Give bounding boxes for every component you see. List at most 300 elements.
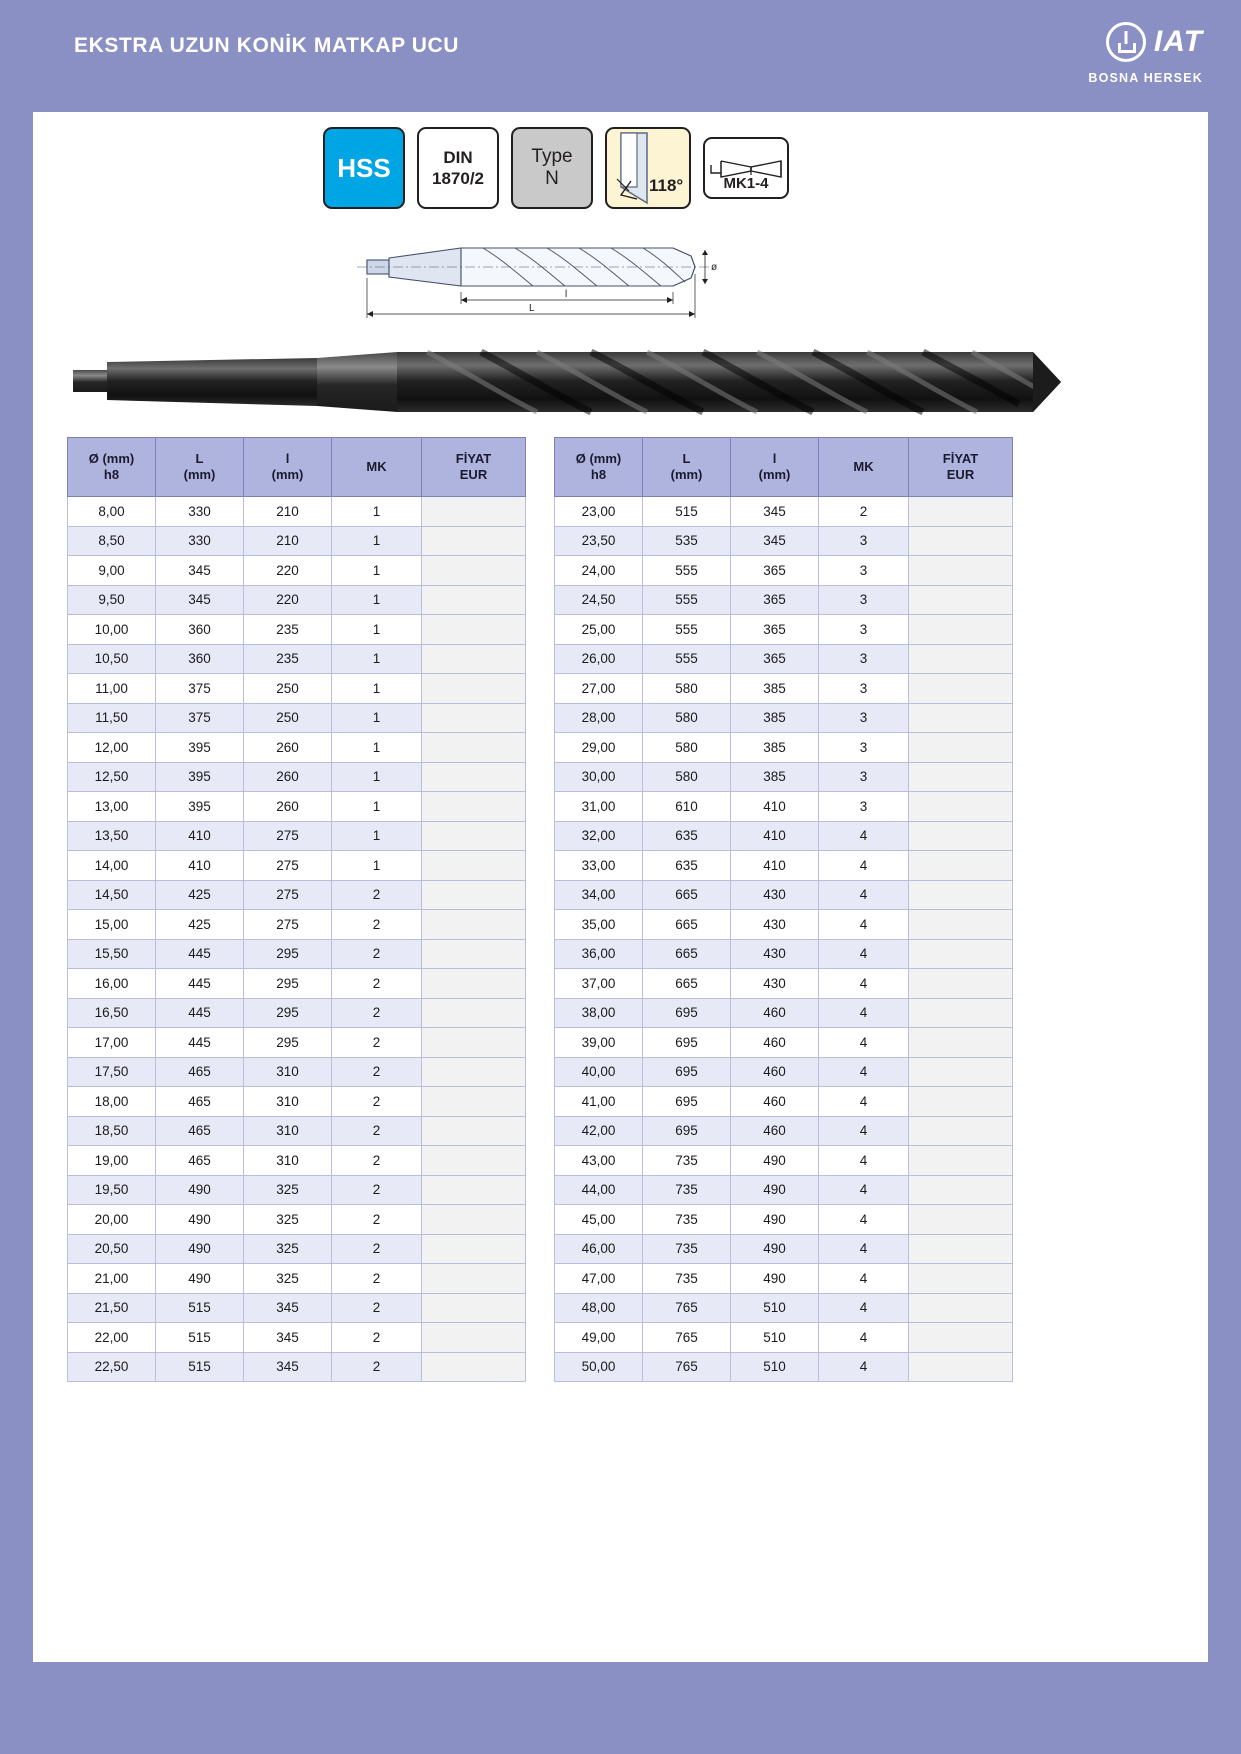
cell-flute-length-l: 310 <box>244 1146 332 1176</box>
cell-mk: 4 <box>819 1264 909 1294</box>
col-header-price-line1: FİYAT <box>942 450 979 466</box>
cell-diameter: 27,00 <box>555 674 643 704</box>
cell-mk: 2 <box>332 1087 422 1117</box>
page-header <box>0 0 1241 112</box>
cell-diameter: 28,00 <box>555 703 643 733</box>
cell-length-L: 735 <box>643 1234 731 1264</box>
cell-price <box>909 1264 1013 1294</box>
cell-flute-length-l: 460 <box>731 1087 819 1117</box>
cell-flute-length-l: 365 <box>731 556 819 586</box>
cell-diameter: 25,00 <box>555 615 643 645</box>
table-row <box>68 998 526 1028</box>
cell-price <box>909 585 1013 615</box>
table-row <box>68 851 526 881</box>
cell-length-L: 445 <box>156 969 244 999</box>
cell-length-L: 410 <box>156 851 244 881</box>
col-header-mk: MK <box>332 438 422 497</box>
cell-mk: 4 <box>819 880 909 910</box>
cell-diameter: 13,00 <box>68 792 156 822</box>
page-bottom-tab <box>33 1662 69 1754</box>
cell-mk: 4 <box>819 1057 909 1087</box>
cell-diameter: 22,50 <box>68 1352 156 1382</box>
cell-mk: 4 <box>819 1352 909 1382</box>
cell-mk: 4 <box>819 1175 909 1205</box>
cell-diameter: 47,00 <box>555 1264 643 1294</box>
cell-flute-length-l: 325 <box>244 1264 332 1294</box>
cell-flute-length-l: 220 <box>244 585 332 615</box>
cell-diameter: 37,00 <box>555 969 643 999</box>
cell-price <box>909 1087 1013 1117</box>
badge-mk-label: MK1-4 <box>723 175 769 192</box>
table-row <box>68 939 526 969</box>
cell-flute-length-l: 385 <box>731 733 819 763</box>
table-row <box>68 792 526 822</box>
cell-length-L: 395 <box>156 792 244 822</box>
cell-mk: 2 <box>332 1323 422 1353</box>
table-row <box>68 733 526 763</box>
table-row <box>555 880 1013 910</box>
cell-length-L: 490 <box>156 1205 244 1235</box>
cell-mk: 1 <box>332 733 422 763</box>
cell-price <box>422 556 526 586</box>
cell-length-L: 375 <box>156 674 244 704</box>
table-row <box>68 1146 526 1176</box>
table-row <box>555 1264 1013 1294</box>
cell-flute-length-l: 510 <box>731 1293 819 1323</box>
cell-mk: 4 <box>819 1146 909 1176</box>
cell-mk: 1 <box>332 792 422 822</box>
badge-din <box>417 127 499 209</box>
cell-price <box>909 998 1013 1028</box>
cell-diameter: 39,00 <box>555 1028 643 1058</box>
cell-length-L: 635 <box>643 851 731 881</box>
cell-flute-length-l: 295 <box>244 939 332 969</box>
cell-price <box>422 1087 526 1117</box>
cell-mk: 4 <box>819 969 909 999</box>
cell-price <box>422 526 526 556</box>
cell-price <box>909 851 1013 881</box>
svg-text:l: l <box>565 289 568 300</box>
cell-length-L: 515 <box>643 497 731 527</box>
cell-price <box>422 1205 526 1235</box>
cell-mk: 4 <box>819 1116 909 1146</box>
cell-mk: 3 <box>819 674 909 704</box>
cell-diameter: 34,00 <box>555 880 643 910</box>
table-row <box>555 1087 1013 1117</box>
cell-price <box>422 674 526 704</box>
cell-price <box>909 556 1013 586</box>
cell-diameter: 9,00 <box>68 556 156 586</box>
cell-flute-length-l: 490 <box>731 1146 819 1176</box>
cell-flute-length-l: 365 <box>731 615 819 645</box>
cell-length-L: 735 <box>643 1205 731 1235</box>
cell-length-L: 445 <box>156 998 244 1028</box>
spec-tables <box>67 437 1177 1382</box>
content-sheet <box>33 112 1208 1662</box>
table-row <box>555 1323 1013 1353</box>
cell-price <box>909 1352 1013 1382</box>
table-row <box>68 1264 526 1294</box>
cell-diameter: 11,50 <box>68 703 156 733</box>
cell-length-L: 735 <box>643 1175 731 1205</box>
cell-length-L: 360 <box>156 615 244 645</box>
table-row <box>68 585 526 615</box>
cell-price <box>422 644 526 674</box>
cell-diameter: 20,00 <box>68 1205 156 1235</box>
table-row <box>68 1205 526 1235</box>
cell-flute-length-l: 275 <box>244 851 332 881</box>
col-header-L-line2: (mm) <box>670 467 703 482</box>
cell-mk: 4 <box>819 1323 909 1353</box>
cell-mk: 4 <box>819 1205 909 1235</box>
table-row <box>68 969 526 999</box>
cell-price <box>422 762 526 792</box>
table-row <box>555 497 1013 527</box>
cell-diameter: 46,00 <box>555 1234 643 1264</box>
cell-diameter: 30,00 <box>555 762 643 792</box>
cell-price <box>909 1057 1013 1087</box>
cell-mk: 1 <box>332 615 422 645</box>
table-row <box>68 762 526 792</box>
cell-flute-length-l: 345 <box>244 1323 332 1353</box>
cell-price <box>422 939 526 969</box>
table-row <box>555 1205 1013 1235</box>
cell-length-L: 765 <box>643 1323 731 1353</box>
cell-mk: 1 <box>332 556 422 586</box>
cell-flute-length-l: 460 <box>731 1028 819 1058</box>
cell-price <box>909 910 1013 940</box>
table-row <box>68 1352 526 1382</box>
cell-price <box>909 1293 1013 1323</box>
cell-length-L: 395 <box>156 733 244 763</box>
cell-length-L: 345 <box>156 556 244 586</box>
cell-diameter: 13,50 <box>68 821 156 851</box>
cell-length-L: 555 <box>643 585 731 615</box>
cell-diameter: 38,00 <box>555 998 643 1028</box>
cell-mk: 2 <box>332 1116 422 1146</box>
badge-point-angle <box>605 127 691 209</box>
cell-price <box>422 1234 526 1264</box>
table-row <box>68 1323 526 1353</box>
cell-mk: 2 <box>332 998 422 1028</box>
cell-flute-length-l: 365 <box>731 644 819 674</box>
cell-flute-length-l: 235 <box>244 615 332 645</box>
col-header-L <box>643 438 731 497</box>
cell-flute-length-l: 260 <box>244 792 332 822</box>
col-header-diameter <box>555 438 643 497</box>
table-row <box>555 939 1013 969</box>
cell-diameter: 35,00 <box>555 910 643 940</box>
table-row <box>555 1028 1013 1058</box>
cell-length-L: 410 <box>156 821 244 851</box>
cell-diameter: 32,00 <box>555 821 643 851</box>
cell-diameter: 14,50 <box>68 880 156 910</box>
cell-flute-length-l: 275 <box>244 821 332 851</box>
cell-diameter: 16,50 <box>68 998 156 1028</box>
cell-price <box>422 1352 526 1382</box>
cell-length-L: 735 <box>643 1146 731 1176</box>
table-row <box>68 674 526 704</box>
table-row <box>555 526 1013 556</box>
cell-flute-length-l: 275 <box>244 880 332 910</box>
cell-diameter: 41,00 <box>555 1087 643 1117</box>
cell-flute-length-l: 430 <box>731 969 819 999</box>
cell-length-L: 515 <box>156 1352 244 1382</box>
cell-flute-length-l: 250 <box>244 703 332 733</box>
table-row <box>555 1116 1013 1146</box>
cell-price <box>422 851 526 881</box>
cell-length-L: 765 <box>643 1352 731 1382</box>
col-header-L <box>156 438 244 497</box>
cell-mk: 1 <box>332 762 422 792</box>
badge-type <box>511 127 593 209</box>
cell-diameter: 31,00 <box>555 792 643 822</box>
cell-price <box>422 969 526 999</box>
cell-diameter: 19,50 <box>68 1175 156 1205</box>
table-row <box>555 792 1013 822</box>
technical-drawing <box>343 230 813 325</box>
col-header-l <box>244 438 332 497</box>
cell-price <box>909 1116 1013 1146</box>
col-header-diameter-line2: h8 <box>590 467 607 482</box>
cell-price <box>909 969 1013 999</box>
cell-price <box>422 1323 526 1353</box>
cell-length-L: 695 <box>643 1116 731 1146</box>
cell-length-L: 635 <box>643 821 731 851</box>
table-row <box>68 880 526 910</box>
cell-mk: 1 <box>332 497 422 527</box>
cell-flute-length-l: 430 <box>731 880 819 910</box>
col-header-diameter <box>68 438 156 497</box>
col-header-price <box>909 438 1013 497</box>
cell-price <box>909 1205 1013 1235</box>
cell-length-L: 665 <box>643 939 731 969</box>
cell-flute-length-l: 295 <box>244 998 332 1028</box>
cell-diameter: 17,50 <box>68 1057 156 1087</box>
badge-hss-label: HSS <box>337 152 391 183</box>
table-row <box>555 998 1013 1028</box>
cell-diameter: 21,50 <box>68 1293 156 1323</box>
cell-length-L: 465 <box>156 1087 244 1117</box>
cell-length-L: 375 <box>156 703 244 733</box>
table-body-right <box>555 497 1013 1382</box>
cell-mk: 2 <box>332 1352 422 1382</box>
cell-length-L: 330 <box>156 526 244 556</box>
badge-din-line1: DIN <box>443 147 473 167</box>
cell-price <box>422 1116 526 1146</box>
cell-flute-length-l: 410 <box>731 792 819 822</box>
cell-price <box>422 821 526 851</box>
cell-mk: 2 <box>332 1028 422 1058</box>
cell-price <box>422 1028 526 1058</box>
table-row <box>68 1293 526 1323</box>
cell-diameter: 45,00 <box>555 1205 643 1235</box>
table-row <box>555 1352 1013 1382</box>
cell-flute-length-l: 410 <box>731 821 819 851</box>
col-header-L-line2: (mm) <box>183 467 216 482</box>
cell-flute-length-l: 385 <box>731 703 819 733</box>
table-row <box>68 526 526 556</box>
table-row <box>555 1293 1013 1323</box>
cell-diameter: 23,00 <box>555 497 643 527</box>
cell-mk: 3 <box>819 792 909 822</box>
cell-diameter: 42,00 <box>555 1116 643 1146</box>
badge-morse-taper <box>703 137 789 199</box>
table-row <box>555 556 1013 586</box>
cell-diameter: 18,00 <box>68 1087 156 1117</box>
cell-mk: 3 <box>819 762 909 792</box>
cell-price <box>909 821 1013 851</box>
brand-block <box>1023 22 1203 85</box>
cell-flute-length-l: 345 <box>731 526 819 556</box>
cell-diameter: 17,00 <box>68 1028 156 1058</box>
cell-price <box>422 703 526 733</box>
cell-diameter: 43,00 <box>555 1146 643 1176</box>
cell-diameter: 15,00 <box>68 910 156 940</box>
cell-mk: 1 <box>332 703 422 733</box>
svg-text:L: L <box>529 303 535 314</box>
cell-length-L: 395 <box>156 762 244 792</box>
badge-type-line2: N <box>545 168 559 189</box>
cell-mk: 1 <box>332 821 422 851</box>
cell-mk: 3 <box>819 585 909 615</box>
table-header-row <box>68 438 526 497</box>
cell-length-L: 695 <box>643 1057 731 1087</box>
table-row <box>68 1028 526 1058</box>
cell-diameter: 12,50 <box>68 762 156 792</box>
cell-length-L: 515 <box>156 1293 244 1323</box>
table-row <box>68 644 526 674</box>
cell-flute-length-l: 310 <box>244 1087 332 1117</box>
cell-price <box>909 674 1013 704</box>
table-row <box>555 1175 1013 1205</box>
cell-flute-length-l: 385 <box>731 674 819 704</box>
cell-flute-length-l: 260 <box>244 733 332 763</box>
cell-diameter: 10,50 <box>68 644 156 674</box>
cell-diameter: 18,50 <box>68 1116 156 1146</box>
cell-mk: 1 <box>332 674 422 704</box>
cell-mk: 2 <box>332 1264 422 1294</box>
col-header-l <box>731 438 819 497</box>
cell-mk: 1 <box>332 851 422 881</box>
svg-text:118°: 118° <box>649 176 684 195</box>
cell-diameter: 10,00 <box>68 615 156 645</box>
badge-hss <box>323 127 405 209</box>
cell-mk: 2 <box>332 1205 422 1235</box>
cell-flute-length-l: 430 <box>731 939 819 969</box>
table-row <box>68 910 526 940</box>
cell-flute-length-l: 385 <box>731 762 819 792</box>
cell-diameter: 49,00 <box>555 1323 643 1353</box>
cell-price <box>909 497 1013 527</box>
cell-flute-length-l: 460 <box>731 998 819 1028</box>
table-row <box>555 644 1013 674</box>
cell-price <box>909 733 1013 763</box>
cell-diameter: 20,50 <box>68 1234 156 1264</box>
cell-diameter: 11,00 <box>68 674 156 704</box>
cell-price <box>422 585 526 615</box>
cell-mk: 2 <box>332 1293 422 1323</box>
cell-diameter: 24,00 <box>555 556 643 586</box>
cell-length-L: 465 <box>156 1116 244 1146</box>
cell-length-L: 735 <box>643 1264 731 1294</box>
cell-mk: 3 <box>819 644 909 674</box>
cell-diameter: 8,50 <box>68 526 156 556</box>
cell-length-L: 695 <box>643 1028 731 1058</box>
cell-flute-length-l: 220 <box>244 556 332 586</box>
brand-name: IAT <box>1153 25 1203 58</box>
cell-length-L: 580 <box>643 674 731 704</box>
cell-flute-length-l: 210 <box>244 497 332 527</box>
col-header-price-line2: EUR <box>946 467 975 482</box>
cell-price <box>909 615 1013 645</box>
cell-flute-length-l: 460 <box>731 1116 819 1146</box>
cell-flute-length-l: 410 <box>731 851 819 881</box>
col-header-diameter-line2: h8 <box>103 467 120 482</box>
cell-price <box>909 1146 1013 1176</box>
cell-flute-length-l: 345 <box>244 1293 332 1323</box>
col-header-l-line2: (mm) <box>758 467 791 482</box>
cell-mk: 1 <box>332 526 422 556</box>
cell-diameter: 44,00 <box>555 1175 643 1205</box>
table-row <box>68 497 526 527</box>
table-row <box>68 1087 526 1117</box>
cell-flute-length-l: 235 <box>244 644 332 674</box>
cell-diameter: 50,00 <box>555 1352 643 1382</box>
cell-flute-length-l: 490 <box>731 1205 819 1235</box>
table-row <box>68 556 526 586</box>
table-row <box>555 615 1013 645</box>
cell-diameter: 19,00 <box>68 1146 156 1176</box>
cell-mk: 2 <box>332 969 422 999</box>
cell-length-L: 580 <box>643 762 731 792</box>
cell-price <box>422 497 526 527</box>
col-header-mk: MK <box>819 438 909 497</box>
badge-din-line2: 1870/2 <box>432 169 484 188</box>
col-header-l-line1: l <box>285 450 290 466</box>
cell-length-L: 465 <box>156 1146 244 1176</box>
cell-flute-length-l: 490 <box>731 1234 819 1264</box>
cell-mk: 2 <box>332 910 422 940</box>
cell-flute-length-l: 460 <box>731 1057 819 1087</box>
cell-mk: 2 <box>332 880 422 910</box>
col-header-diameter-line1: Ø (mm) <box>88 450 135 466</box>
cell-mk: 2 <box>332 1234 422 1264</box>
cell-price <box>422 1146 526 1176</box>
table-row <box>68 1234 526 1264</box>
cell-diameter: 9,50 <box>68 585 156 615</box>
svg-text:ø: ø <box>711 262 718 273</box>
cell-length-L: 765 <box>643 1293 731 1323</box>
cell-flute-length-l: 325 <box>244 1205 332 1235</box>
cell-mk: 4 <box>819 821 909 851</box>
cell-flute-length-l: 295 <box>244 1028 332 1058</box>
cell-diameter: 15,50 <box>68 939 156 969</box>
cell-price <box>422 1264 526 1294</box>
cell-mk: 2 <box>332 1057 422 1087</box>
cell-mk: 2 <box>332 939 422 969</box>
cell-length-L: 490 <box>156 1175 244 1205</box>
table-row <box>555 733 1013 763</box>
cell-length-L: 465 <box>156 1057 244 1087</box>
cell-flute-length-l: 430 <box>731 910 819 940</box>
cell-length-L: 345 <box>156 585 244 615</box>
cell-length-L: 610 <box>643 792 731 822</box>
cell-flute-length-l: 250 <box>244 674 332 704</box>
table-body-left <box>68 497 526 1382</box>
table-row <box>555 1146 1013 1176</box>
cell-length-L: 515 <box>156 1323 244 1353</box>
